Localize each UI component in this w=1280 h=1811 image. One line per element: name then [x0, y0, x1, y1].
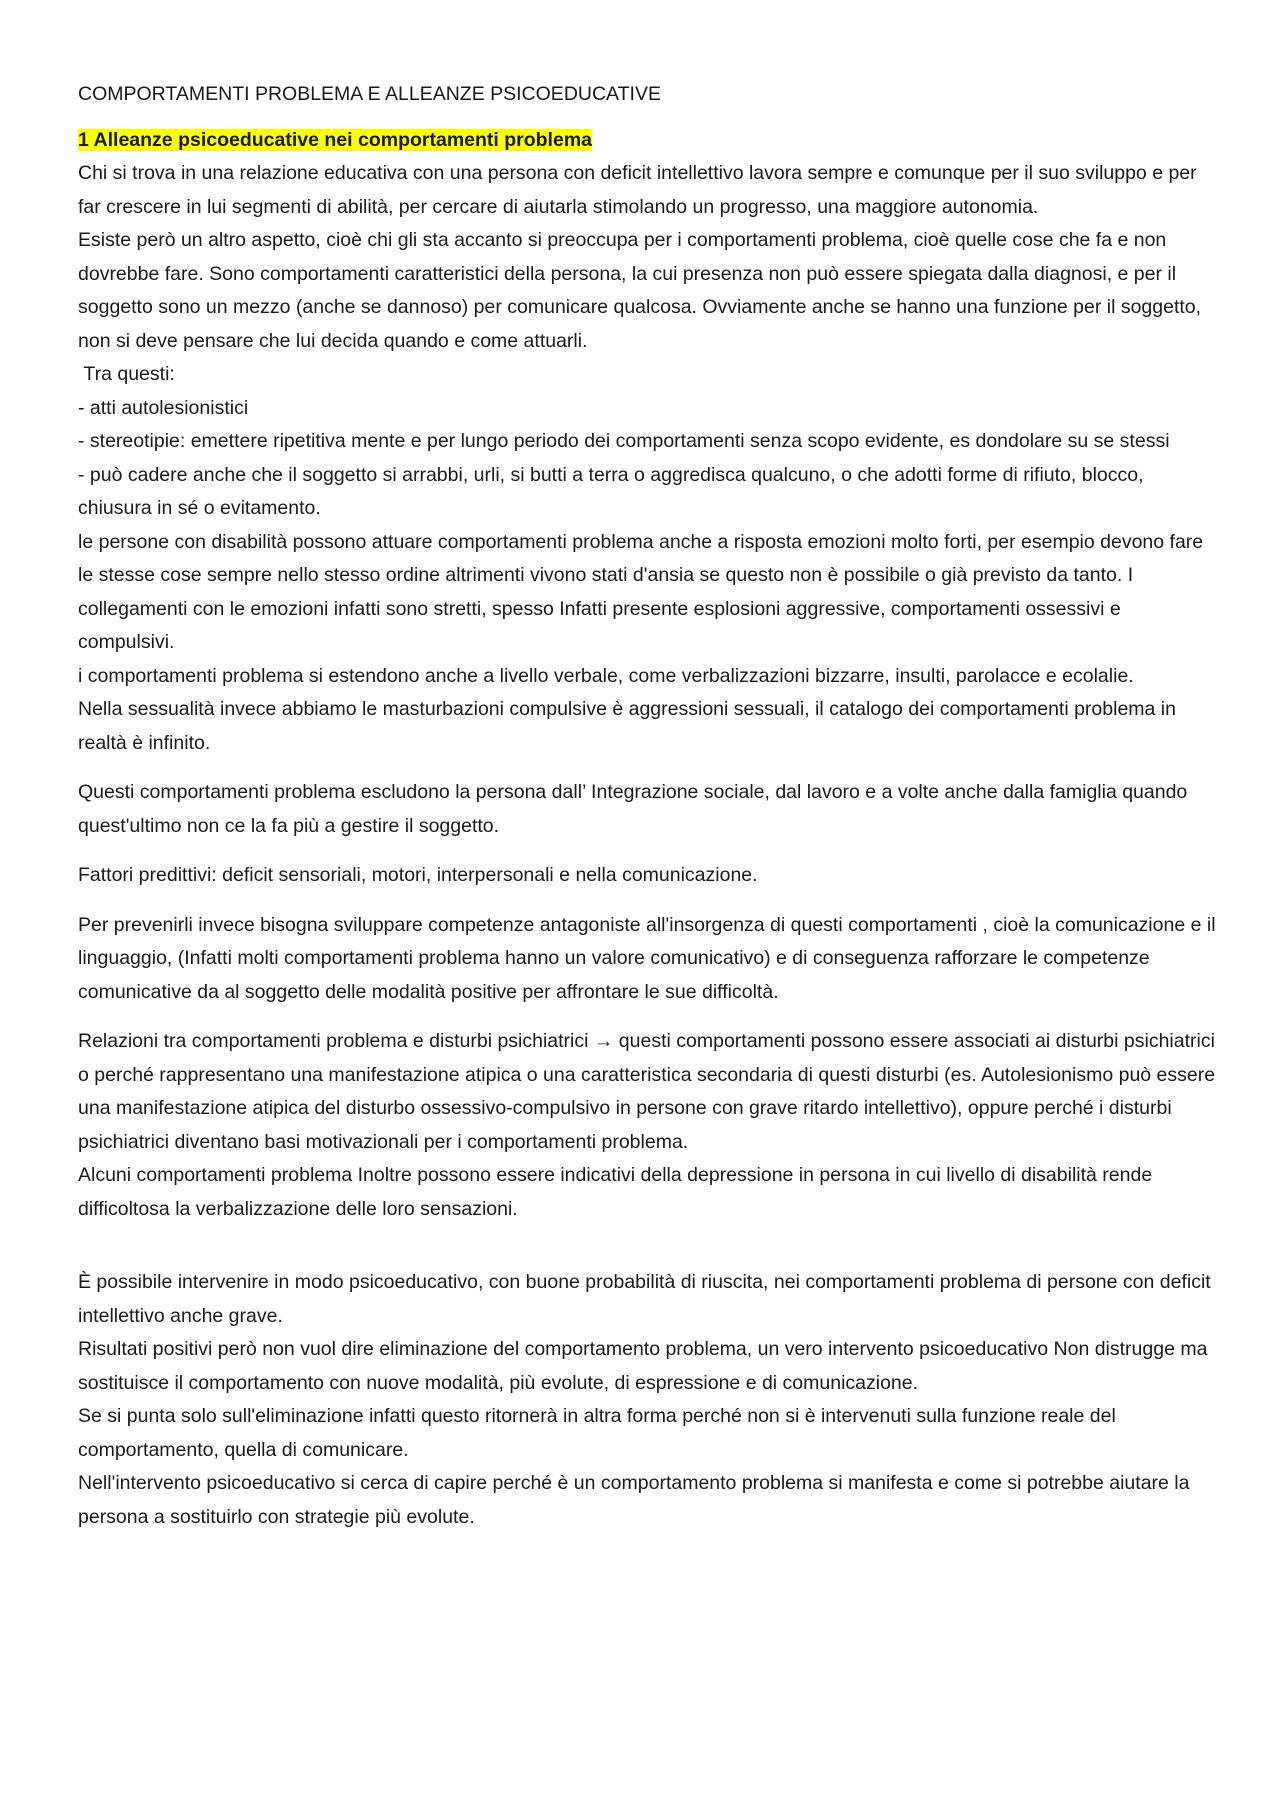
paragraph-other-aspect: Esiste però un altro aspetto, cioè chi gli sta accanto si preoccupa per i comportamenti problema, cioè quelle cose che fa e non dovrebbe fare. Sono comportamenti caratteristici della persona, la cui presenza non può essere spiegata dalla diagnosi, e per il soggetto sono un mezzo (anche se dannoso) per comunicare qualcosa. Ovviamente anche se hanno una funzione per il soggetto, non si deve pensare che lui decida quando e come attuarli. — [78, 229, 1202, 352]
list-item: - stereotipie: emettere ripetitiva mente e per lungo periodo dei comportamenti senza scopo evidente, es dondolare su se stessi — [78, 430, 1170, 452]
list-item: - può cadere anche che il soggetto si arrabbi, urli, si butti a terra o aggredisca qualcuno, o che adotti forme di rifiuto, blocco, chiusura in sé o evitamento. — [78, 463, 1144, 519]
paragraph-psychoeducational-goal: Nell'intervento psicoeducativo si cerca di capire perché è un comportamento problema si manifesta e come si potrebbe aiutare la persona a sostituirlo con strategie più evolute. — [78, 1472, 1190, 1528]
paragraph-verbal: i comportamenti problema si estendono anche a livello verbale, come verbalizzazioni bizzarre, insulti, parolacce e ecolalie. — [78, 664, 1134, 687]
section-heading — [78, 124, 1218, 158]
highlighted-heading-text: 1 Alleanze psicoeducative nei comportamenti problema — [78, 128, 593, 151]
paragraph-emotions: le persone con disabilità possono attuare comportamenti problema anche a risposta emozioni molto forti, per esempio devono fare le stesse cose sempre nello stesso ordine altrimenti vivono stati d'ansia se questo non è possibile o già previsto da tanto. I collegamenti con le emozioni infatti sono stretti, spesso Infatti presente esplosioni aggressive, comportamenti ossessivi e compulsivi. — [78, 530, 1204, 653]
paragraph-depression: Alcuni comportamenti problema Inoltre possono essere indicativi della depressione in persona in cui livello di disabilità rende difficoltosa la verbalizzazione delle loro sensazioni. — [78, 1164, 1153, 1220]
paragraph-psychiatric-relations: Relazioni tra comportamenti problema e disturbi psichiatrici → questi comportamenti possono essere associati ai disturbi psichiatrici o perché rappresentano una manifestazione atipica o una caratteristica secondaria di questi disturbi (es. Autolesionismo può essere una manifestazione atipica del disturbo ossessivo-compulsivo in persone con grave ritardo intellettivo), oppure perché i disturbi psichiatrici diventano basi motivazionali per i comportamenti problema. — [78, 1030, 1216, 1153]
paragraph-sexuality: Nella sessualità invece abbiamo le masturbazioni compulsive è aggressioni sessuali, il catalogo dei comportamenti problema in realtà è infinito. — [78, 698, 1176, 754]
paragraph-positive-results: Risultati positivi però non vuol dire eliminazione del comportamento problema, un vero intervento psicoeducativo Non distrugge ma sostituisce il comportamento con nuove modalità, più evolute, di espressione e di comunicazione. — [78, 1338, 1208, 1394]
paragraph-predictive-factors: Fattori predittivi: deficit sensoriali, motori, interpersonali e nella comunicazione. — [78, 864, 758, 886]
document-page — [78, 78, 1218, 1534]
paragraph-elimination: Se si punta solo sull'eliminazione infatti questo ritornerà in altra forma perché non si è intervenuti sulla funzione reale del comportamento, quella di comunicare. — [78, 1405, 1116, 1461]
paragraph-list-intro: Tra questi: — [78, 363, 175, 385]
paragraph-exclusion: Questi comportamenti problema escludono la persona dall’ Integrazione sociale, dal lavoro e a volte anche dalla famiglia quando quest'ultimo non ce la fa più a gestire il soggetto. — [78, 781, 1188, 837]
paragraph-intervention: È possibile intervenire in modo psicoeducativo, con buone probabilità di riuscita, nei comportamenti problema di persone con deficit intellettivo anche grave. — [78, 1271, 1211, 1327]
document-title: COMPORTAMENTI PROBLEMA E ALLEANZE PSICOEDUCATIVE — [78, 83, 661, 105]
paragraph-prevention: Per prevenirli invece bisogna sviluppare competenze antagoniste all'insorgenza di questi comportamenti , cioè la comunicazione e il linguaggio, (Infatti molti comportamenti problema hanno un valore comunicativo) e di conseguenza rafforzare le competenze comunicative da al soggetto delle modalità positive per affrontare le sue difficoltà. — [78, 913, 1216, 1003]
paragraph-intro: Chi si trova in una relazione educativa con una persona con deficit intellettivo lavora sempre e comunque per il suo sviluppo e per far crescere in lui segmenti di abilità, per cercare di aiutarla stimolando un progresso, una maggiore autonomia. — [78, 162, 1197, 218]
list-item: - atti autolesionistici — [78, 396, 249, 419]
